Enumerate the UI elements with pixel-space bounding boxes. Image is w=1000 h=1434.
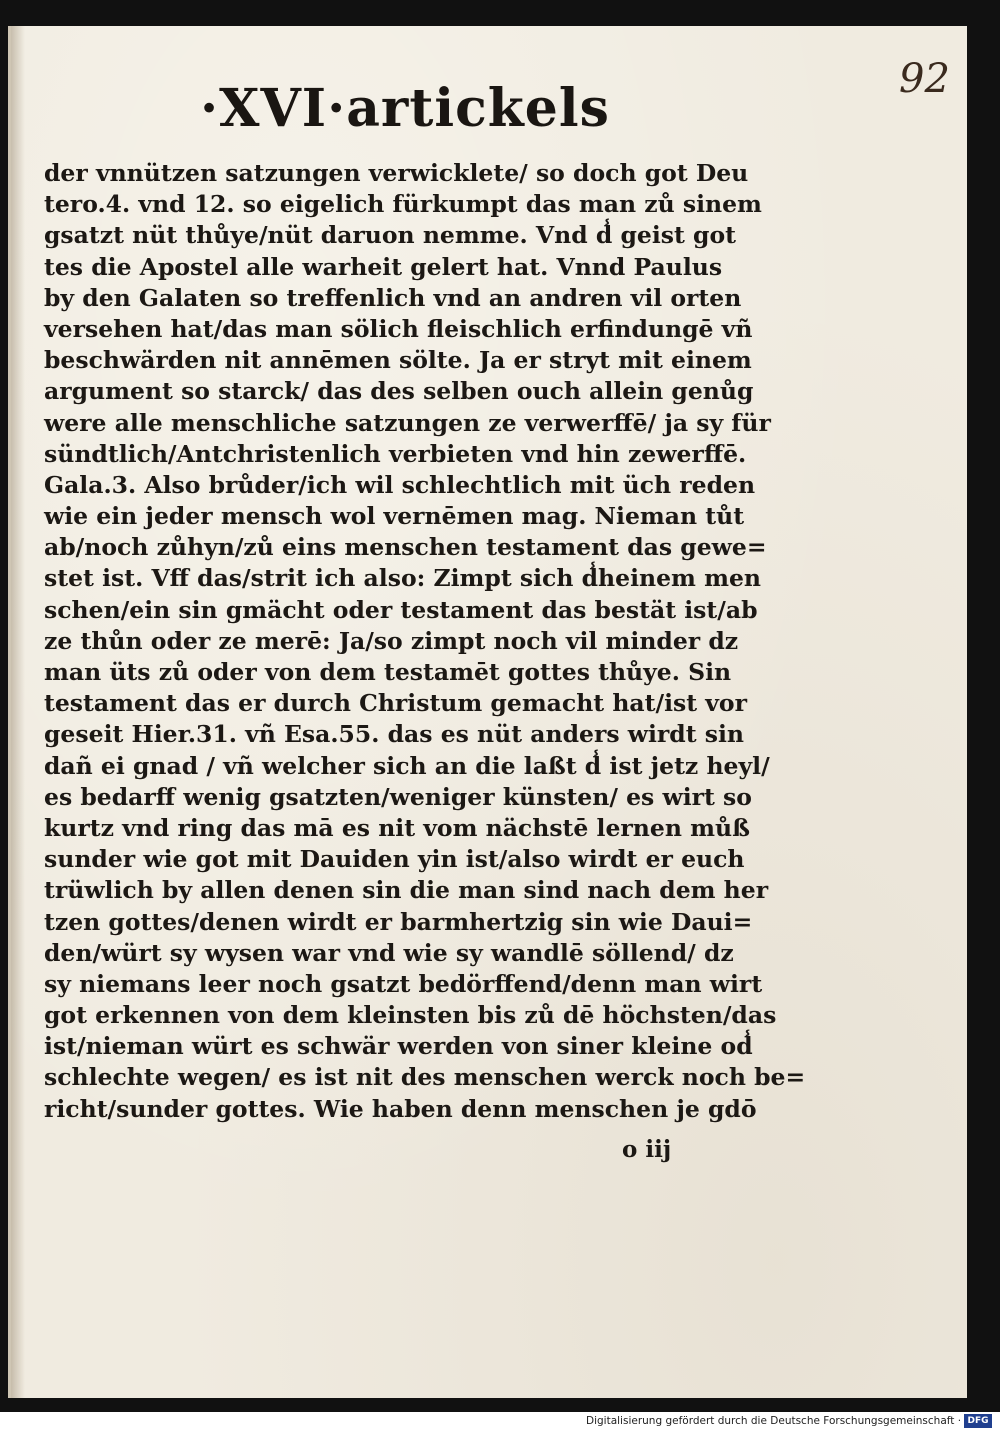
text-line: beschwärden nit annēmen sölte. Ja er stryt mit einem [44, 346, 752, 375]
text-line: es bedarff wenig gsatzten/weniger künsten/ es wirt so [44, 782, 752, 811]
text-line: testament das er durch Christum gemacht hat/ist vor [44, 689, 747, 718]
text-line: got erkennen von dem kleinsten bis zů dē höchsten/das [44, 1001, 777, 1030]
folio-number: 92 [899, 56, 950, 102]
text-line: man üts zů oder von dem testamēt gottes thůye. Sin [44, 658, 732, 686]
text-line: der vnnützen satzungen verwicklete/ so doch got Deu [44, 159, 749, 187]
text-line: schlechte wegen/ es ist nit des menschen werck noch be= [44, 1063, 806, 1092]
text-line: geseit Hier.31. vñ Esa.55. das es nüt anders wirdt sin [44, 720, 744, 749]
funding-credit: Digitalisierung gefördert durch die Deutsche Forschungsgemeinschaft · [586, 1415, 962, 1427]
text-line: schen/ein sin gmächt oder testament das bestät ist/ab [44, 595, 758, 624]
body-text [44, 158, 806, 1125]
text-line: gsatzt nüt thůye/nüt daruon nemme. Vnd d̾ geist got [44, 221, 736, 250]
catchword: o iij [622, 1136, 672, 1163]
text-line: wie ein jeder mensch wol vernēmen mag. Nieman tůt [44, 502, 745, 531]
text-line: versehen hat/das man sölich fleischlich erfindungē vñ [44, 314, 753, 343]
text-line: ze thůn oder ze merē: Ja/so zimpt noch vil minder dz [44, 626, 739, 655]
text-line: dañ ei gnad / vñ welcher sich an die laßt d̾ ist jetz heyl/ [44, 751, 770, 780]
text-line: kurtz vnd ring das mā es nit vom nächstē lernen můß [44, 813, 750, 842]
text-line: tes die Apostel alle warheit gelert hat. Vnnd Paulus [44, 252, 723, 281]
text-line: sunder wie got mit Dauiden yin ist/also wirdt er euch [44, 845, 745, 874]
text-line: sy niemans leer noch gsatzt bedörffend/denn man wirt [44, 969, 763, 998]
text-line: richt/sunder gottes. Wie haben denn menschen je gdō [44, 1094, 757, 1123]
running-head: ·XVI·artickels [200, 78, 610, 139]
text-line: ist/nieman würt es schwär werden von siner kleine od̾ [44, 1032, 753, 1061]
text-line: den/würt sy wysen war vnd wie sy wandlē söllend/ dz [44, 938, 734, 967]
text-line: trüwlich by allen denen sin die man sind nach dem her [44, 876, 769, 905]
text-line: by den Galaten so treffenlich vnd an andren vil orten [44, 283, 742, 312]
text-line: tzen gottes/denen wirdt er barmhertzig sin wie Daui= [44, 907, 753, 936]
text-line: argument so starck/ das des selben ouch allein genůg [44, 377, 754, 406]
text-line: ab/noch zůhyn/zů eins menschen testament das gewe= [44, 533, 767, 562]
page-gutter-shadow [11, 26, 25, 1398]
text-line: Gala.3. Also brůder/ich wil schlechtlich mit üch reden [44, 470, 756, 499]
text-line: were alle menschliche satzungen ze verwerffē/ ja sy für [44, 408, 771, 437]
text-line: tero.4. vnd 12. so eigelich fürkumpt das man zů sinem [44, 190, 762, 219]
text-line: sündtlich/Antchristenlich verbieten vnd hin zewerffē. [44, 439, 747, 468]
text-line: stet ist. Vff das/strit ich also: Zimpt sich d̾heinem men [44, 564, 762, 593]
dfg-logo: DFG [964, 1414, 992, 1428]
